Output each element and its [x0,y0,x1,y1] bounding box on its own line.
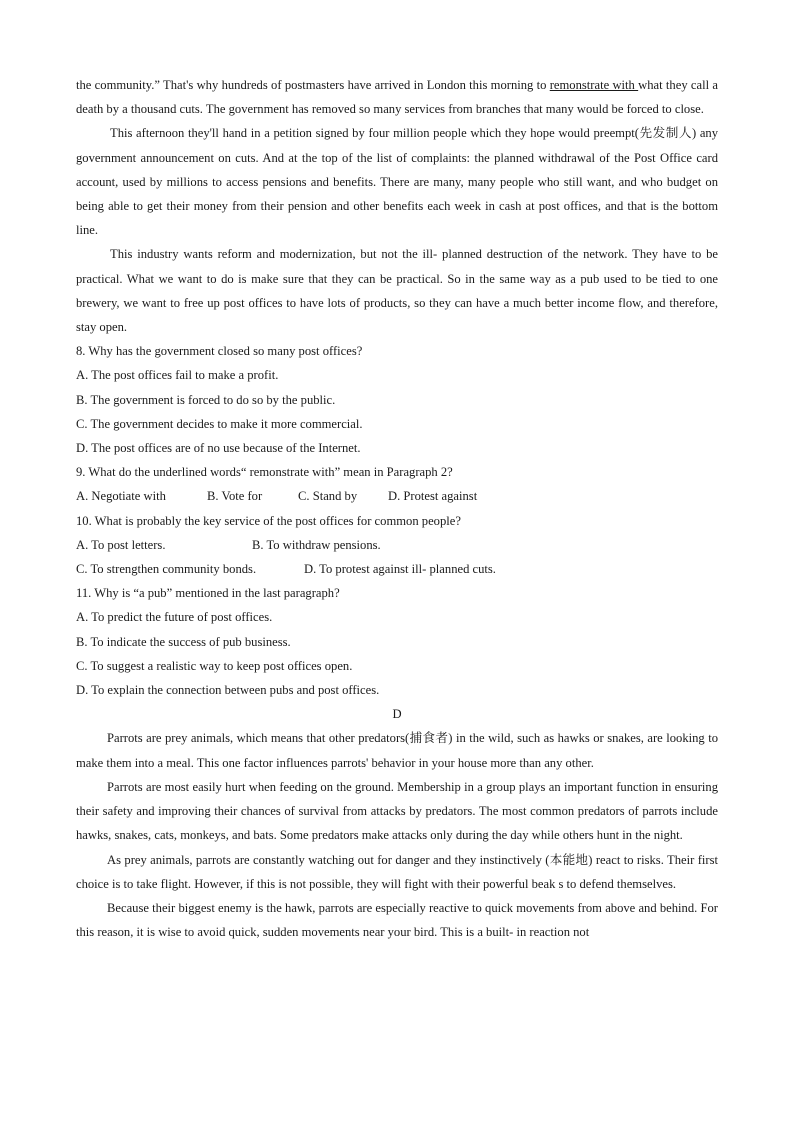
passage-d-heading: D [392,707,402,722]
option-d: D. Protest against [388,489,478,504]
option-d: D. To protest against ill- planned cuts. [304,562,496,577]
question-stem: 10. What is probably the key service of the post offices for common people? [76,513,461,528]
option-b: B. To withdraw pensions. [252,537,381,552]
option-a: A. The post offices fail to make a profit. [76,368,279,383]
question-10 [76,509,718,582]
passage-d-paragraph-2: Parrots are most easily hurt when feeding on the ground. Membership in a group plays an important function in ensuring their safety and improving their chances of survival from attacks by predators. The most common predators of parrots include hawks, snakes, cats, monkeys, and bats. Some predators make attacks only during the day while others hunt in the night. [76,779,718,843]
option-b: B. The government is forced to do so by the public. [76,392,336,407]
passage-d-paragraph-1: Parrots are prey animals, which means that other predators(捕食者) in the wild, such as hawks or snakes, are looking to make them into a meal. This one factor influences parrots' behavior in your house more than any other. [76,731,718,770]
question-stem: 8. Why has the government closed so many post offices? [76,344,363,359]
question-11 [76,581,718,702]
option-a: A. To predict the future of post offices. [76,610,273,625]
question-stem: 11. Why is “a pub” mentioned in the last paragraph? [76,586,340,601]
option-a: A. To post letters. [76,537,166,552]
p1-text-a: the community.” That's why hundreds of postmasters have arrived in London this morning to [76,78,550,92]
option-c: C. Stand by [298,489,358,504]
passage-c-paragraph-1 [76,73,718,121]
passage-c-paragraph-3: This industry wants reform and modernization, but not the ill- planned destruction of the network. They have to be practical. What we want to do is make sure that they can be practical. So in the same way as a pub used to be tied to one brewery, we want to free up post offices to have lots of products, so they can have a much better income flow, and therefore, stay open. [76,247,718,335]
passage-d-paragraph-3: As prey animals, parrots are constantly watching out for danger and they instinctively (本能地) react to risks. Their first choice is to take flight. However, if this is not possible, they will fight with their powerful beak s to defend themselves. [76,852,718,891]
p1-text-b: what they call a death by a thousand cuts. The government has removed so many services from branches that many would be forced to close. [76,78,718,117]
question-9 [76,460,718,508]
option-b: B. Vote for [207,489,263,504]
question-stem: 9. What do the underlined words“ remonstrate with” mean in Paragraph 2? [76,465,453,480]
options-row [76,533,718,557]
passage-d-paragraph-4: Because their biggest enemy is the hawk, parrots are especially reactive to quick movements from above and behind. For this reason, it is wise to avoid quick, sudden movements near your bird. This is a built- in reaction not [76,900,718,940]
option-d: D. The post offices are of no use because of the Internet. [76,441,361,456]
option-b: B. To indicate the success of pub business. [76,634,291,649]
exam-page [76,73,718,944]
question-8 [76,339,718,460]
option-c: C. To suggest a realistic way to keep post offices open. [76,658,353,673]
option-d: D. To explain the connection between pubs and post offices. [76,683,380,698]
option-c: C. To strengthen community bonds. [76,562,257,577]
passage-c-paragraph-2: This afternoon they'll hand in a petition signed by four million people which they hope would preempt(先发制人) any government announcement on cuts. And at the top of the list of complaints: the planned withdrawal of the Post Office card account, used by millions to access pensions and benefits. There are many, many people who still want, and who budget on being able to get their money from their pension and other benefits each week in cash at post offices, and that is the bottom line. [76,126,718,238]
option-a: A. Negotiate with [76,489,166,504]
options-row [76,557,718,581]
options-row [76,484,718,508]
option-c: C. The government decides to make it more commercial. [76,416,363,431]
underlined-phrase: remonstrate with [549,78,639,92]
